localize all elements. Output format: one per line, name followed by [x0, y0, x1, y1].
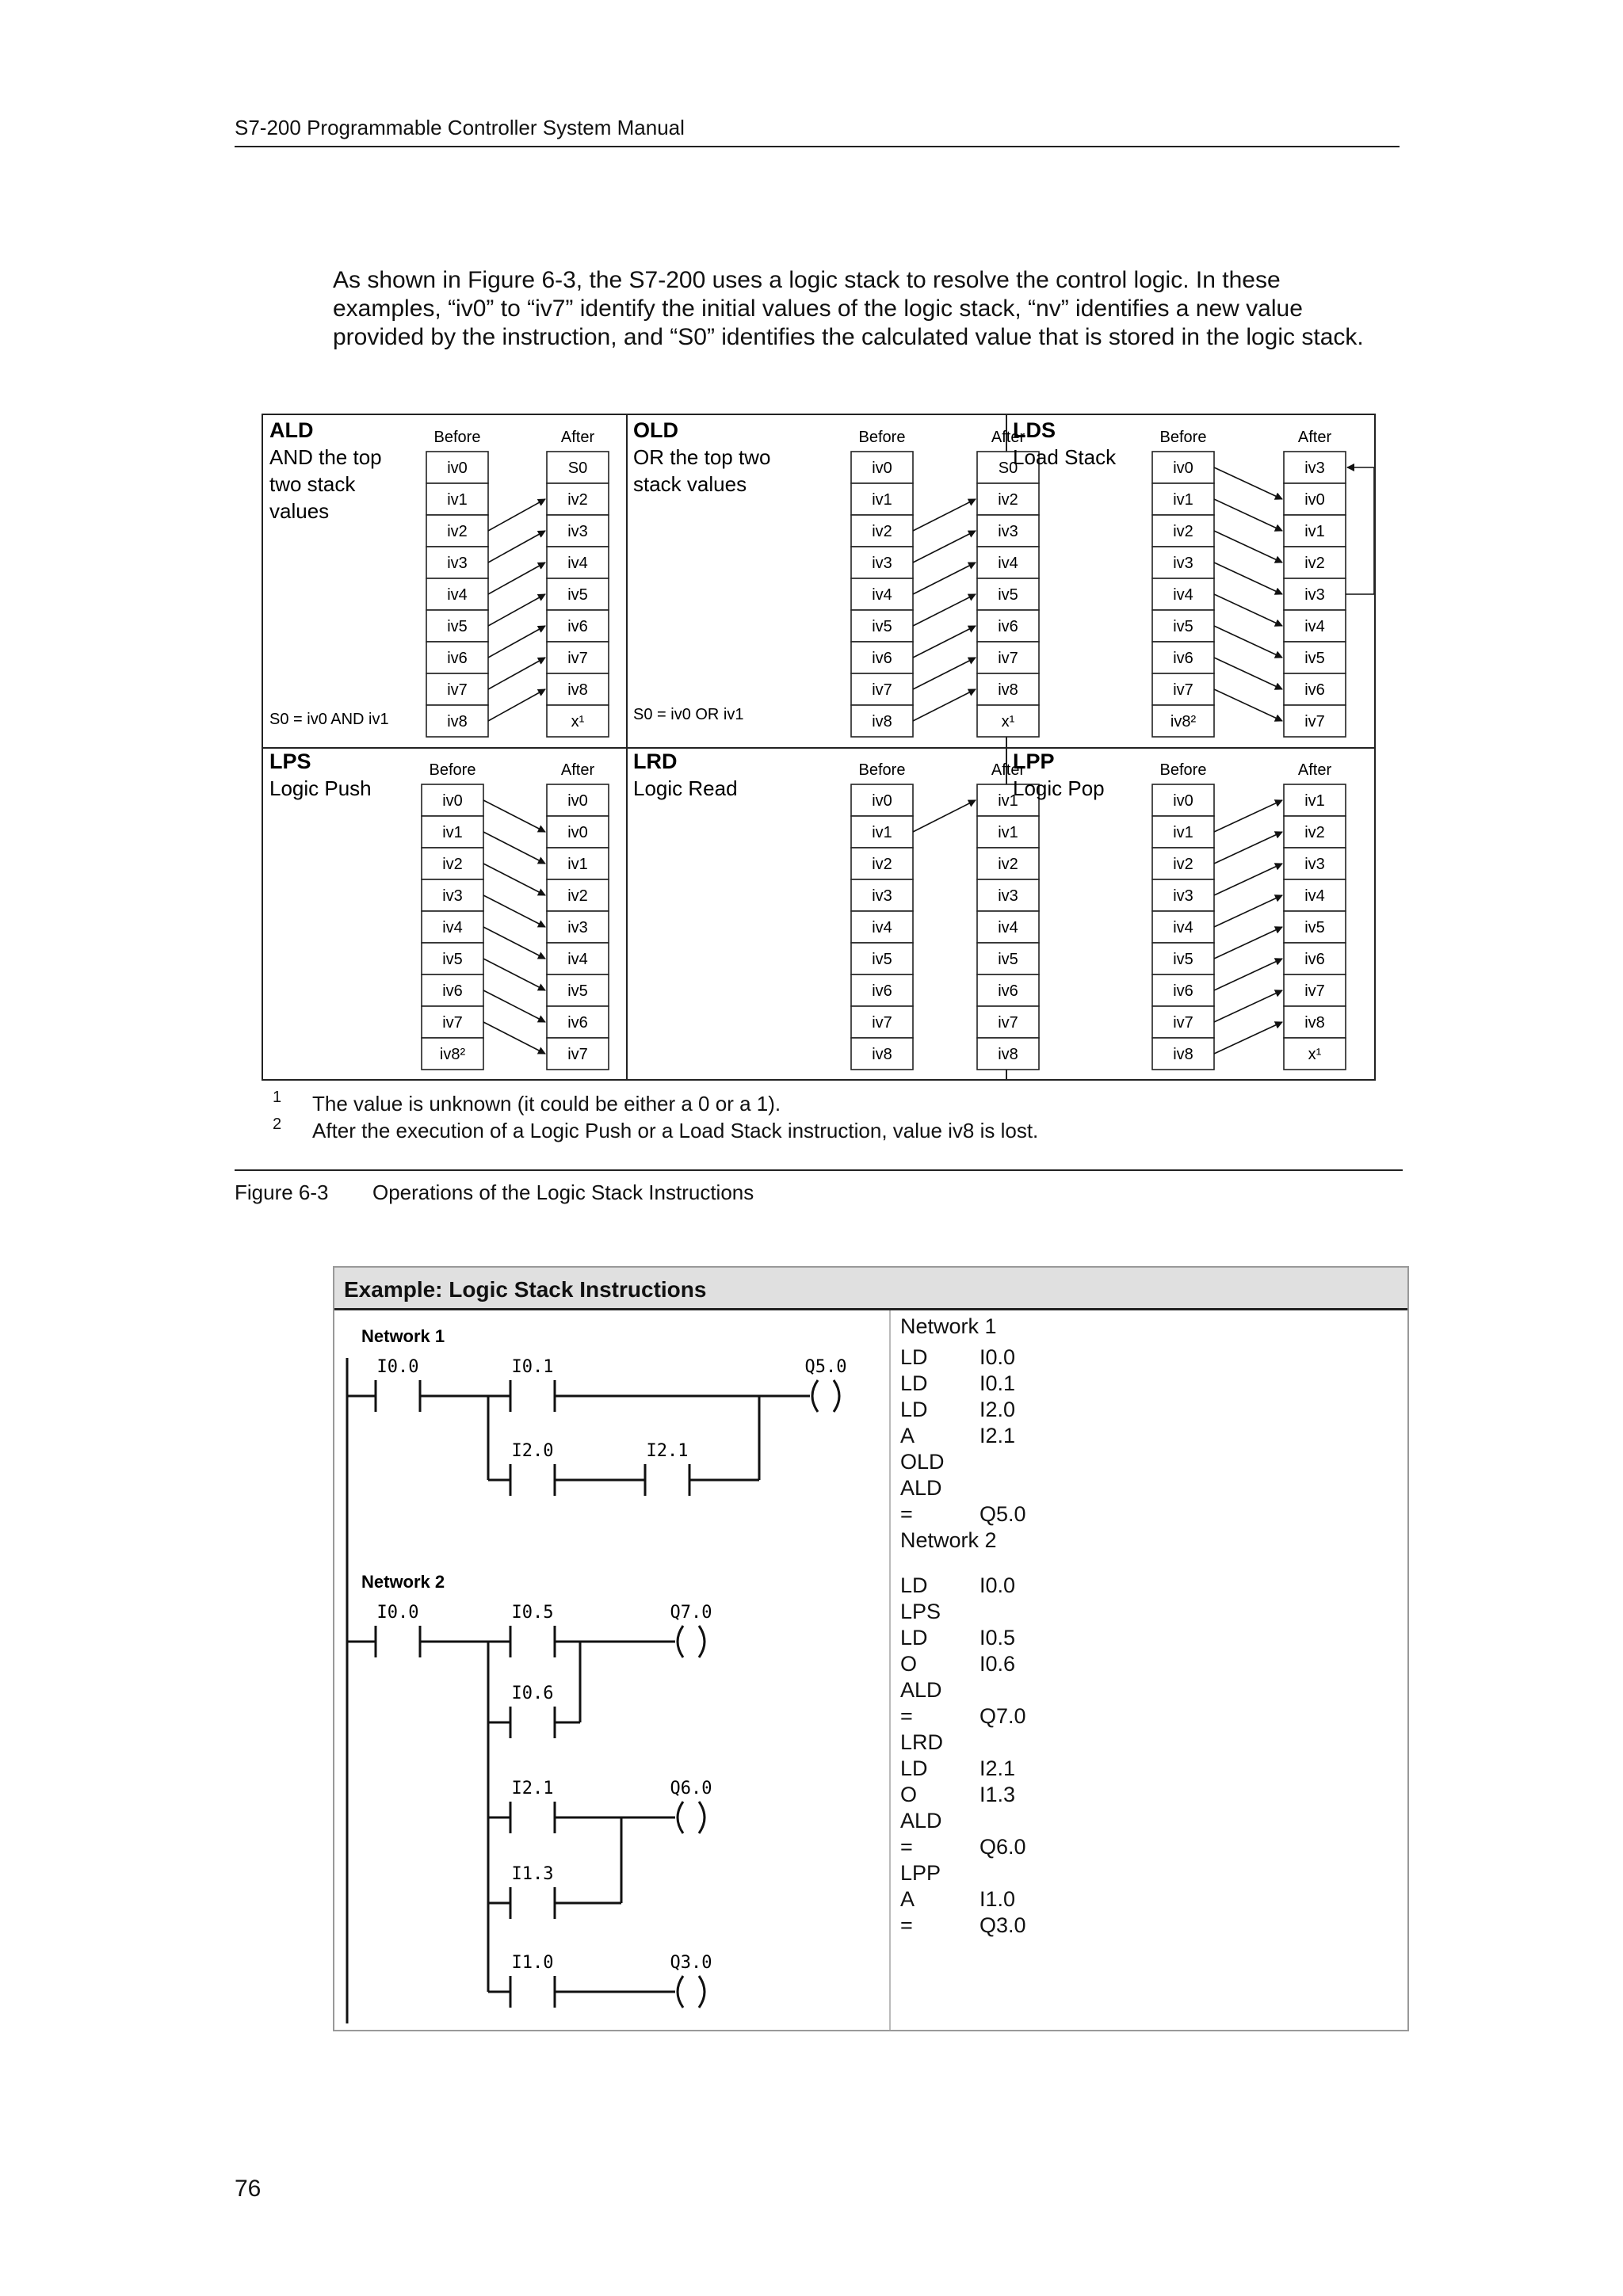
stl-instruction	[900, 1371, 1026, 1397]
after-header: After	[991, 429, 1025, 446]
coil-symbol	[678, 1976, 683, 2008]
after-cell-value: x¹	[571, 713, 585, 730]
stl-opcode: ALD	[900, 1809, 942, 1833]
after-header: After	[1297, 761, 1332, 779]
before-cell-value: iv4	[1173, 586, 1193, 604]
after-cell-value: iv2	[567, 887, 588, 905]
after-cell-value: iv2	[998, 856, 1018, 873]
figure-caption	[235, 1180, 754, 1205]
network-title: Network 2	[361, 1572, 445, 1592]
panel-description: Logic Pop	[1013, 776, 1105, 800]
stack-arrow	[913, 689, 976, 721]
after-cell-value: iv6	[998, 618, 1018, 635]
stack-arrow	[483, 895, 545, 927]
before-cell-value: iv8	[447, 713, 468, 730]
stl-opcode: =	[900, 1704, 913, 1728]
panel-description: OR the top two	[633, 445, 771, 469]
after-cell-value: iv3	[1304, 856, 1325, 873]
panel-lpp	[1013, 749, 1346, 1070]
stl-instruction	[900, 1860, 1026, 1886]
stl-opcode: OLD	[900, 1450, 945, 1474]
after-header: After	[560, 429, 595, 446]
before-header: Before	[429, 761, 476, 779]
panel-ald	[269, 418, 609, 737]
stack-arrow	[488, 658, 545, 689]
before-cell-value: iv6	[447, 650, 468, 667]
stl-listing	[900, 1314, 1026, 1939]
stl-opcode: LD	[900, 1345, 928, 1369]
before-cell-value: iv5	[1173, 951, 1193, 968]
stl-instruction	[900, 1808, 1026, 1834]
before-cell-value: iv2	[442, 856, 463, 873]
before-cell-value: iv3	[1173, 887, 1193, 905]
before-cell-value: iv0	[872, 792, 892, 810]
coil-label: Q6.0	[670, 1779, 712, 1798]
contact-label: I0.0	[376, 1357, 419, 1377]
before-cell-value: iv2	[1173, 856, 1193, 873]
stack-arrow	[1214, 959, 1282, 990]
stl-opcode: O	[900, 1783, 918, 1806]
header-rule	[235, 146, 1400, 147]
stl-operand: Q3.0	[980, 1913, 1026, 1937]
before-cell-value: iv0	[447, 460, 468, 477]
stl-instruction	[900, 1599, 1026, 1625]
panel-description: Logic Push	[269, 776, 372, 800]
contact-label: I2.0	[511, 1441, 554, 1461]
before-header: Before	[433, 429, 481, 446]
after-cell-value: iv8	[1304, 1014, 1325, 1032]
coil-symbol	[834, 1380, 839, 1412]
after-cell-value: iv4	[998, 919, 1018, 936]
after-cell-value: iv5	[567, 586, 588, 604]
stack-arrow	[488, 689, 545, 721]
before-cell-value: iv7	[447, 681, 468, 699]
before-cell-value: iv8²	[439, 1046, 466, 1063]
example-title: Example: Logic Stack Instructions	[334, 1268, 1407, 1310]
stl-opcode: =	[900, 1502, 913, 1526]
after-cell-value: iv6	[998, 982, 1018, 1000]
after-cell-value: iv3	[1304, 586, 1325, 604]
coil-symbol	[812, 1380, 818, 1412]
before-cell-value: iv8	[872, 1046, 892, 1063]
stl-instruction	[900, 1475, 1026, 1501]
before-header: Before	[1159, 429, 1207, 446]
after-cell-value: iv0	[567, 792, 588, 810]
after-cell-value: iv5	[1304, 919, 1325, 936]
coil-label: Q7.0	[670, 1603, 712, 1623]
panel-name: LDS	[1013, 418, 1056, 442]
after-header: After	[560, 761, 595, 779]
stack-arrow	[483, 990, 545, 1022]
after-cell-value: S0	[998, 460, 1018, 477]
after-cell-value: x¹	[1001, 713, 1015, 730]
stl-opcode: LD	[900, 1756, 928, 1780]
stl-operand: Q6.0	[980, 1835, 1026, 1859]
before-header: Before	[858, 429, 906, 446]
stl-instruction	[900, 1913, 1026, 1939]
coil-symbol	[678, 1802, 683, 1833]
stack-arrow	[483, 1022, 545, 1054]
panel-name: LRD	[633, 749, 678, 773]
footnote-text: After the execution of a Logic Push or a Load Stack instruction, value iv8 is lost.	[312, 1119, 1039, 1142]
stl-instruction	[900, 1573, 1026, 1599]
stl-opcode: O	[900, 1652, 918, 1676]
before-cell-value: iv4	[442, 919, 463, 936]
stack-arrow	[1214, 689, 1282, 721]
before-cell-value: iv6	[872, 650, 892, 667]
before-cell-value: iv0	[872, 460, 892, 477]
after-cell-value: iv7	[567, 650, 588, 667]
before-cell-value: iv0	[442, 792, 463, 810]
stl-opcode: =	[900, 1913, 913, 1937]
panel-lds	[1013, 418, 1374, 737]
contact-label: I1.3	[511, 1864, 554, 1884]
before-cell-value: iv6	[872, 982, 892, 1000]
before-cell-value: iv0	[1173, 460, 1193, 477]
stl-opcode: ALD	[900, 1678, 942, 1702]
stl-operand: I0.5	[980, 1626, 1016, 1650]
intro-paragraph	[333, 266, 1411, 352]
coil-symbol	[678, 1626, 683, 1657]
after-header: After	[991, 761, 1025, 779]
stack-arrow	[1214, 626, 1282, 658]
stack-arrow	[1214, 990, 1282, 1022]
panel-description: Logic Read	[633, 776, 738, 800]
before-cell-value: iv5	[442, 951, 463, 968]
stl-opcode: LD	[900, 1371, 928, 1395]
stack-arrow	[1214, 895, 1282, 927]
logic-stack-figure	[262, 414, 1376, 1081]
after-header: After	[1297, 429, 1332, 446]
after-cell-value: iv8	[998, 681, 1018, 699]
panel-description: two stack	[269, 472, 356, 496]
stack-arrow	[913, 499, 976, 531]
stl-opcode: LPP	[900, 1861, 941, 1885]
coil-label: Q5.0	[804, 1357, 847, 1377]
stl-operand: I0.6	[980, 1652, 1016, 1676]
before-cell-value: iv4	[872, 586, 892, 604]
after-cell-value: iv3	[1304, 460, 1325, 477]
before-cell-value: iv0	[1173, 792, 1193, 810]
before-cell-value: iv3	[872, 555, 892, 572]
stl-instruction	[900, 1397, 1026, 1423]
after-cell-value: iv8	[998, 1046, 1018, 1063]
after-cell-value: x¹	[1308, 1046, 1322, 1063]
stl-network-title: Network 1	[900, 1314, 997, 1338]
panel-name: LPP	[1013, 749, 1055, 773]
stack-arrow	[483, 959, 545, 990]
before-cell-value: iv5	[447, 618, 468, 635]
stack-arrow	[483, 864, 545, 895]
before-cell-value: iv1	[872, 824, 892, 841]
before-cell-value: iv4	[872, 919, 892, 936]
panel-old	[633, 418, 1039, 737]
panel-name: ALD	[269, 418, 314, 442]
before-header: Before	[858, 761, 906, 779]
stl-opcode: LRD	[900, 1730, 944, 1754]
stl-instruction	[900, 1625, 1026, 1651]
stack-arrow	[913, 594, 976, 626]
running-header: S7-200 Programmable Controller System Manual	[235, 116, 685, 139]
logic-stack-diagram	[263, 415, 1374, 1079]
panel-equation: S0 = iv0 AND iv1	[269, 711, 389, 728]
after-cell-value: iv2	[998, 491, 1018, 509]
stack-arrow	[1214, 467, 1282, 499]
before-cell-value: iv1	[442, 824, 463, 841]
after-cell-value: iv5	[1304, 650, 1325, 667]
after-cell-value: iv1	[998, 824, 1018, 841]
before-cell-value: iv6	[1173, 650, 1193, 667]
after-cell-value: iv1	[998, 792, 1018, 810]
before-cell-value: iv1	[1173, 491, 1193, 509]
load-stack-loop-arrow	[1346, 467, 1374, 594]
after-cell-value: iv7	[1304, 982, 1325, 1000]
before-cell-value: iv3	[442, 887, 463, 905]
stl-instruction	[900, 1677, 1026, 1703]
after-cell-value: iv5	[567, 982, 588, 1000]
figure-title: Operations of the Logic Stack Instructions	[372, 1180, 754, 1204]
stack-arrow	[1214, 658, 1282, 689]
footnote-1	[273, 1090, 1038, 1117]
before-cell-value: iv6	[1173, 982, 1193, 1000]
before-cell-value: iv6	[442, 982, 463, 1000]
intro-line: provided by the instruction, and “S0” identifies the calculated value that is stored in the logic stack.	[333, 324, 1364, 350]
stack-arrow	[1214, 927, 1282, 959]
contact-label: I1.0	[511, 1953, 554, 1973]
before-cell-value: iv7	[1173, 681, 1193, 699]
stack-arrow	[483, 927, 545, 959]
after-cell-value: iv4	[567, 555, 588, 572]
after-cell-value: iv6	[567, 1014, 588, 1032]
panel-lps	[269, 749, 609, 1070]
stl-operand: I1.3	[980, 1783, 1016, 1806]
stack-arrow	[488, 626, 545, 658]
panel-description: Load Stack	[1013, 445, 1117, 469]
panel-description: values	[269, 499, 330, 523]
stack-arrow	[488, 531, 545, 563]
ladder-diagram	[334, 1310, 889, 2030]
stack-arrow	[913, 800, 976, 832]
before-cell-value: iv1	[447, 491, 468, 509]
page-number: 76	[235, 2176, 262, 2202]
stack-arrow	[1214, 832, 1282, 864]
before-cell-value: iv7	[872, 1014, 892, 1032]
before-cell-value: iv2	[1173, 523, 1193, 540]
footnote-mark: 2	[273, 1116, 282, 1133]
contact-label: I2.1	[646, 1441, 689, 1461]
stl-network-title: Network 2	[900, 1528, 997, 1552]
stl-operand: I0.0	[980, 1573, 1016, 1597]
stl-operand: I2.1	[980, 1424, 1016, 1447]
example-table	[333, 1266, 1409, 2031]
stl-instruction	[900, 1834, 1026, 1860]
after-cell-value: iv8	[567, 681, 588, 699]
before-cell-value: iv8²	[1170, 713, 1197, 730]
stl-instruction	[900, 1730, 1026, 1756]
stack-arrow	[913, 658, 976, 689]
stl-opcode: ALD	[900, 1476, 942, 1500]
coil-symbol	[699, 1626, 705, 1657]
panel-lrd	[633, 749, 1039, 1070]
after-cell-value: iv6	[567, 618, 588, 635]
after-cell-value: iv7	[998, 1014, 1018, 1032]
after-cell-value: iv7	[1304, 713, 1325, 730]
after-cell-value: iv2	[1304, 824, 1325, 841]
stack-arrow	[488, 499, 545, 531]
stack-arrow	[488, 563, 545, 594]
after-cell-value: iv4	[1304, 887, 1325, 905]
stl-instruction	[900, 1501, 1026, 1527]
coil-label: Q3.0	[670, 1953, 712, 1973]
panel-name: LPS	[269, 749, 311, 773]
stl-instruction	[900, 1449, 1026, 1475]
before-cell-value: iv8	[872, 713, 892, 730]
after-cell-value: iv0	[567, 824, 588, 841]
after-cell-value: iv3	[998, 523, 1018, 540]
contact-label: I0.5	[511, 1603, 554, 1623]
stl-operand: I0.1	[980, 1371, 1016, 1395]
stl-opcode: A	[900, 1887, 915, 1911]
after-cell-value: iv7	[998, 650, 1018, 667]
stack-arrow	[913, 626, 976, 658]
after-cell-value: iv2	[567, 491, 588, 509]
stl-opcode: LPS	[900, 1600, 941, 1623]
stack-arrow	[1214, 563, 1282, 594]
contact-label: I2.1	[511, 1779, 554, 1798]
coil-symbol	[699, 1976, 705, 2008]
stl-operand: I2.1	[980, 1756, 1016, 1780]
after-cell-value: iv3	[567, 919, 588, 936]
caption-rule	[235, 1169, 1403, 1171]
after-cell-value: S0	[567, 460, 588, 477]
stl-operand: Q7.0	[980, 1704, 1026, 1728]
stl-instruction	[900, 1423, 1026, 1449]
stack-arrow	[1214, 864, 1282, 895]
after-cell-value: iv5	[998, 586, 1018, 604]
stl-operand: I2.0	[980, 1398, 1016, 1421]
before-cell-value: iv7	[1173, 1014, 1193, 1032]
coil-symbol	[699, 1802, 705, 1833]
after-cell-value: iv4	[1304, 618, 1325, 635]
before-cell-value: iv4	[1173, 919, 1193, 936]
before-header: Before	[1159, 761, 1207, 779]
stack-arrow	[1214, 800, 1282, 832]
footnotes	[273, 1090, 1038, 1144]
stl-instruction	[900, 1703, 1026, 1730]
after-cell-value: iv4	[998, 555, 1018, 572]
contact-label: I0.6	[511, 1684, 554, 1703]
intro-line: As shown in Figure 6-3, the S7-200 uses a logic stack to resolve the control logic. In these	[333, 267, 1281, 293]
stack-arrow	[488, 594, 545, 626]
after-cell-value: iv6	[1304, 951, 1325, 968]
figure-number: Figure 6-3	[235, 1180, 329, 1204]
stl-instruction	[900, 1886, 1026, 1913]
stl-opcode: LD	[900, 1626, 928, 1650]
before-cell-value: iv3	[1173, 555, 1193, 572]
before-cell-value: iv7	[442, 1014, 463, 1032]
stl-opcode: LD	[900, 1398, 928, 1421]
footnote-mark: 1	[273, 1089, 282, 1106]
stl-instruction	[900, 1344, 1026, 1371]
before-cell-value: iv4	[447, 586, 468, 604]
after-cell-value: iv1	[1304, 792, 1325, 810]
before-cell-value: iv5	[872, 618, 892, 635]
stl-operand: I0.0	[980, 1345, 1016, 1369]
before-cell-value: iv3	[872, 887, 892, 905]
stl-instruction	[900, 1782, 1026, 1808]
after-cell-value: iv3	[567, 523, 588, 540]
after-cell-value: iv1	[1304, 523, 1325, 540]
stack-arrow	[483, 800, 545, 832]
stl-instruction	[900, 1756, 1026, 1782]
intro-line: examples, “iv0” to “iv7” identify the initial values of the logic stack, “nv” identifies a new value	[333, 296, 1303, 322]
stl-opcode: =	[900, 1835, 913, 1859]
after-cell-value: iv6	[1304, 681, 1325, 699]
after-cell-value: iv4	[567, 951, 588, 968]
footnote-text: The value is unknown (it could be either a 0 or a 1).	[312, 1092, 781, 1116]
stack-arrow	[483, 832, 545, 864]
after-cell-value: iv2	[1304, 555, 1325, 572]
after-cell-value: iv5	[998, 951, 1018, 968]
before-cell-value: iv8	[1173, 1046, 1193, 1063]
before-cell-value: iv7	[872, 681, 892, 699]
footnote-2	[273, 1117, 1038, 1144]
column-divider	[889, 1310, 891, 2030]
stack-arrow	[913, 563, 976, 594]
before-cell-value: iv5	[872, 951, 892, 968]
after-cell-value: iv3	[998, 887, 1018, 905]
panel-name: OLD	[633, 418, 678, 442]
before-cell-value: iv2	[872, 856, 892, 873]
panel-description: stack values	[633, 472, 747, 496]
stack-arrow	[1214, 1022, 1282, 1054]
after-cell-value: iv7	[567, 1046, 588, 1063]
stack-arrow	[1214, 499, 1282, 531]
before-cell-value: iv1	[872, 491, 892, 509]
before-cell-value: iv3	[447, 555, 468, 572]
before-cell-value: iv5	[1173, 618, 1193, 635]
network-title: Network 1	[361, 1326, 445, 1346]
stl-instruction	[900, 1651, 1026, 1677]
stl-operand: Q5.0	[980, 1502, 1026, 1526]
stack-arrow	[1214, 594, 1282, 626]
stl-opcode: LD	[900, 1573, 928, 1597]
panel-description: AND the top	[269, 445, 382, 469]
after-cell-value: iv0	[1304, 491, 1325, 509]
stl-opcode: A	[900, 1424, 915, 1447]
stack-arrow	[913, 531, 976, 563]
before-cell-value: iv1	[1173, 824, 1193, 841]
stl-operand: I1.0	[980, 1887, 1016, 1911]
before-cell-value: iv2	[447, 523, 468, 540]
before-cell-value: iv2	[872, 523, 892, 540]
contact-label: I0.0	[376, 1603, 419, 1623]
stack-arrow	[1214, 531, 1282, 563]
contact-label: I0.1	[511, 1357, 554, 1377]
panel-equation: S0 = iv0 OR iv1	[633, 706, 744, 723]
after-cell-value: iv1	[567, 856, 588, 873]
